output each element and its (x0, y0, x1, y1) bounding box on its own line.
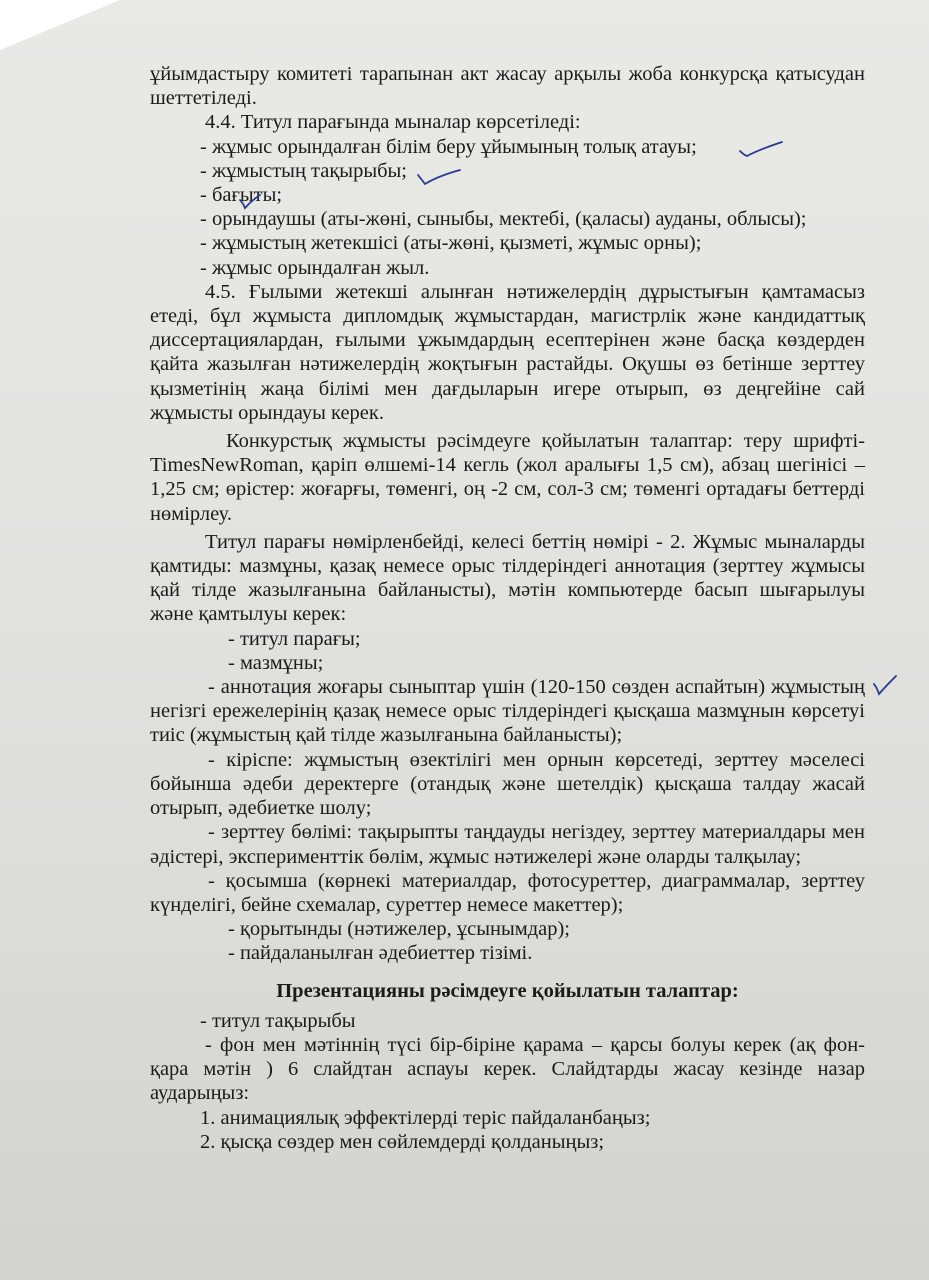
intro-paragraph: ұйымдастыру комитеті тарапынан акт жасау арқылы жоба конкурсқа қатысудан шеттетіледі. (150, 63, 865, 110)
checkmark-icon (416, 166, 462, 188)
document-page (150, 62, 865, 1154)
appendix-item: - қосымша (көрнекі материалдар, фотосуреттер, диаграммалар, зерттеу күнделігі, бейне схемалар, суреттер немесе макеттер); (150, 869, 865, 916)
list-item: - жұмыс орындалған жыл. (200, 256, 430, 279)
section-4-5-paragraph: 4.5. Ғылыми жетекші алынған нәтижелердің дұрыстығын қамтамасыз етеді, бұл жұмыста дипломдық жұмыстардан, магистрлік және кандидаттық диссертациялардан, ғылыми ұжымдардың есептерінен және басқа көздерден қайта жазылған нәтижелердің жоқтығын растайды. Оқушы өз бетінше зерттеу қызметінің жаңа білімі мен дағдыларын игере отырып, өз деңгейіне сай жұмысты орындауы керек. (150, 280, 865, 424)
paper-corner (0, 0, 120, 50)
section-4-4-title: 4.4. Титул парағында мыналар көрсетіледі: (205, 111, 581, 134)
list-item: - жұмыстың тақырыбы; (200, 159, 408, 182)
contents-list-start (150, 627, 865, 675)
title-page-paragraph: Титул парағы нөмірленбейді, келесі беттің нөмірі - 2. Жұмыс мыналарды қамтиды: мазмұны, қазақ немесе орыс тілдеріндегі аннотация (зерттеу жұмысы қай тілде жазылғанына байланысты), мәтін компьютерде басып шығарылуы және қамтылуы керек: (150, 530, 865, 626)
contents-list-end (150, 917, 865, 965)
list-item: - орындаушы (аты-жөні, сыныбы, мектебі, (қаласы) ауданы, облысы); (200, 208, 807, 231)
list-item: - титул парағы; (228, 627, 361, 650)
annotation-item: - аннотация жоғары сыныптар үшін (120-150 сөзден аспайтын) жұмыстың негізгі ережелерінің қазақ немесе орыс тілдеріндегі қысқаша мазмұнын көрсетуі тиіс (жұмыстың қай тілде жазылғанына байланысты); (150, 676, 865, 747)
list-item: - титул тақырыбы (200, 1009, 356, 1032)
list-item: - қорытынды (нәтижелер, ұсынымдар); (228, 918, 571, 941)
checkmark-icon (738, 139, 784, 161)
list-item: - мазмұны; (228, 651, 324, 674)
numbered-item: 2. қысқа сөздер мен сөйлемдерді қолданыңыз; (200, 1130, 605, 1153)
checkmark-icon (872, 674, 918, 696)
research-item: - зерттеу бөлімі: тақырыпты таңдауды негіздеу, зерттеу материалдары мен әдістері, эксперименттік бөлім, жұмыс нәтижелері және оларды талқылау; (150, 821, 865, 868)
numbered-item: 1. анимациялық эффектілерді теріс пайдаланбаңыз; (200, 1106, 651, 1129)
list-item: - жұмыстың жетекшісі (аты-жөні, қызметі, жұмыс орны); (200, 232, 702, 255)
list-item: - пайдаланылған әдебиеттер тізімі. (228, 942, 533, 965)
requirements-paragraph: Конкурстық жұмысты рәсімдеуге қойылатын талаптар: теру шрифті- TimesNewRoman, қаріп өлшемі-14 кегль (жол аралығы 1,5 см), абзац шегінісі – 1,25 см; өрістер: жоғарғы, төменгі, оң -2 см, сол-3 см; төменгі ортадағы беттерді нөмірлеу. (150, 430, 865, 525)
list-item: - жұмыс орындалған білім беру ұйымының толық атауы; (200, 135, 697, 158)
checkmark-icon (238, 190, 284, 212)
introduction-item: - кіріспе: жұмыстың өзектілігі мен орнын көрсетеді, зерттеу мәселесі бойынша әдеби деректерге (отандық және шетелдік) қысқаша талдау жасай отырып, әдебиетке шолу; (150, 748, 865, 820)
list-item: - бағыты; (200, 184, 283, 207)
presentation-heading: Презентацияны рәсімдеуге қойылатын талаптар: (276, 979, 739, 1002)
background-item: - фон мен мәтіннің түсі бір-біріне қарама – қарсы болуы керек (ақ фон-қара мәтін ) 6 слайдтан аспауы керек. Слайдтарды жасау кезінде назар аударыңыз: (150, 1033, 865, 1105)
